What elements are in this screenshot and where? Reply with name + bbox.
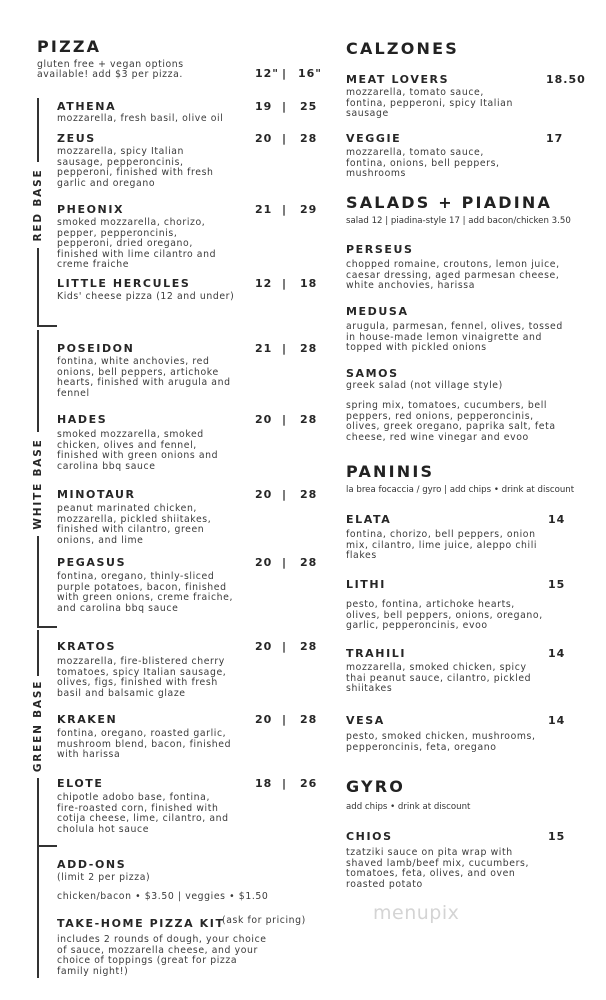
price-16: 26: [300, 777, 318, 790]
price-16: 18: [300, 277, 318, 290]
price-12: 20: [255, 640, 273, 653]
price-separator: |: [282, 203, 287, 216]
desc-line: fontina, pepperoni, spicy Italian: [346, 97, 513, 109]
pizza-description: [57, 218, 216, 271]
pizza-description: [57, 292, 234, 303]
price-16: 28: [300, 713, 318, 726]
red-base-bracket-end: [37, 325, 57, 327]
desc-line: hearts, finished with arugula and: [57, 377, 231, 389]
green-base-label: GREEN BASE: [32, 679, 44, 773]
kit-note: (ask for pricing): [222, 915, 306, 926]
price-16: 25: [300, 100, 318, 113]
salads-item-name: SAMOS: [346, 367, 399, 380]
salads-subtitle: salad 12 | piadina-style 17 | add bacon/chicken 3.50: [346, 216, 571, 226]
desc-line: mozzarella, smoked chicken, spicy: [346, 662, 527, 673]
price-12: 18: [255, 777, 273, 790]
addons-limit: (limit 2 per pizza): [57, 872, 151, 883]
item-price: 14: [548, 513, 566, 526]
price-separator: |: [282, 342, 287, 355]
desc-line: tomatoes, feta, olives, and oven: [346, 868, 516, 880]
paninis-item-name: ELATA: [346, 513, 392, 526]
pizza-title: PIZZA: [37, 37, 102, 56]
pizza-description: [57, 657, 226, 699]
pizza-name: POSEIDON: [57, 342, 135, 355]
desc-line: pepperoni, dried oregano,: [57, 238, 193, 250]
desc-line: pepperoni, finished with fresh: [57, 167, 214, 179]
pizza-name: ATHENA: [57, 100, 117, 113]
salads-item-name: MEDUSA: [346, 305, 409, 318]
item-description: [346, 848, 529, 890]
desc-line: Kids' cheese pizza (12 and under): [57, 291, 235, 302]
price-12: 20: [255, 488, 273, 501]
size-separator: |: [282, 67, 287, 80]
price-12: 20: [255, 713, 273, 726]
desc-line: fontina, oregano, roasted garlic,: [57, 728, 227, 739]
desc-line: mozzarella, tomato sauce,: [346, 147, 484, 158]
desc-line: finished with cilantro, green: [57, 524, 205, 536]
green-base-bracket-end: [37, 845, 57, 847]
desc-line: purple potatoes, bacon, finished: [57, 581, 227, 593]
desc-line: olives, bell peppers, onions, oregano,: [346, 609, 543, 621]
pizza-description: [57, 430, 218, 472]
addons-prices: chicken/bacon • $3.50 | veggies • $1.50: [57, 891, 269, 902]
desc-line: arugula, parmesan, fennel, olives, tossed: [346, 321, 563, 332]
calzones-item-name: VEGGIE: [346, 132, 402, 145]
size-small-label: 12": [255, 67, 280, 80]
price-12: 21: [255, 342, 273, 355]
desc-line: chopped romaine, croutons, lemon juice,: [346, 259, 560, 270]
pizza-name: PEGASUS: [57, 556, 127, 569]
green-base-bracket-bottom: [37, 778, 39, 978]
item-price: 18.50: [546, 73, 586, 86]
pizza-name: ELOTE: [57, 777, 104, 790]
price-12: 20: [255, 556, 273, 569]
desc-line: mozzarella, tomato sauce,: [346, 87, 484, 98]
price-16: 28: [300, 556, 318, 569]
desc-line: mushrooms: [346, 168, 406, 180]
pizza-description: [57, 572, 233, 614]
desc-line: with harissa: [57, 749, 121, 761]
price-16: 28: [300, 488, 318, 501]
price-separator: |: [282, 640, 287, 653]
item-description: [346, 322, 563, 354]
price-16: 28: [300, 132, 318, 145]
price-separator: |: [282, 413, 287, 426]
desc-line: tomatoes, spicy Italian sausage,: [57, 666, 227, 678]
salads-item-name: PERSEUS: [346, 243, 414, 256]
desc-line: peppers, red onions, pepperoncinis,: [346, 410, 534, 422]
desc-line: choice of toppings (great for pizza: [57, 955, 238, 967]
desc-line: shaved lamb/beef mix, cucumbers,: [346, 857, 530, 869]
desc-line: family night!): [57, 965, 129, 977]
desc-line: cheese, red wine vinegar and evoo: [346, 431, 529, 443]
green-base-bracket-top: [37, 630, 39, 676]
price-12: 20: [255, 413, 273, 426]
item-price: 17: [546, 132, 564, 145]
paninis-item-name: LITHI: [346, 578, 386, 591]
desc-line: creme fraiche: [57, 259, 130, 271]
desc-line: includes 2 rounds of dough, your choice: [57, 934, 267, 945]
desc-line: pepper, pepperoncinis,: [57, 227, 178, 239]
desc-line: flakes: [346, 550, 377, 562]
desc-line: with green onions, creme fraiche,: [57, 592, 234, 604]
price-separator: |: [282, 488, 287, 501]
gyro-subtitle: add chips • drink at discount: [346, 802, 471, 812]
paninis-title: PANINIS: [346, 462, 435, 481]
item-price: 15: [548, 830, 566, 843]
price-separator: |: [282, 713, 287, 726]
desc-line: sausage: [346, 108, 389, 120]
price-separator: |: [282, 556, 287, 569]
pizza-description: [57, 357, 231, 399]
desc-line: fontina, oregano, thinly-sliced: [57, 571, 215, 582]
kit-description: [57, 935, 267, 977]
desc-line: mozzarella, fire-blistered cherry: [57, 656, 225, 667]
samos-note: greek salad (not village style): [346, 380, 503, 391]
size-large-label: 16": [298, 67, 323, 80]
paninis-item-name: VESA: [346, 714, 385, 727]
pizza-name: KRAKEN: [57, 713, 118, 726]
desc-line: white anchovies, harissa: [346, 280, 476, 292]
item-description: [346, 530, 537, 562]
white-base-label: WHITE BASE: [32, 438, 44, 530]
price-12: 20: [255, 132, 273, 145]
desc-line: in house-made lemon vinaigrette and: [346, 331, 542, 343]
pizza-description: [57, 729, 231, 761]
pizza-description: [57, 504, 211, 546]
desc-line: mushroom blend, bacon, finished: [57, 738, 232, 750]
item-description: [346, 401, 556, 443]
desc-line: smoked mozzarella, smoked: [57, 429, 204, 440]
desc-line: spring mix, tomatoes, cucumbers, bell: [346, 400, 548, 411]
white-base-bracket-end: [37, 626, 57, 628]
red-base-label: RED BASE: [32, 168, 44, 242]
pizza-name: PHEONIX: [57, 203, 125, 216]
desc-line: mozzarella, pickled shiitakes,: [57, 513, 212, 525]
item-description: [346, 260, 560, 292]
desc-line: caesar dressing, aged parmesan cheese,: [346, 269, 560, 281]
desc-line: olives, figs, finished with fresh: [57, 677, 218, 689]
item-price: 14: [548, 647, 566, 660]
desc-line: chipotle adobo base, fontina,: [57, 792, 211, 803]
desc-line: finished with green onions and: [57, 450, 219, 462]
item-description: [346, 148, 500, 180]
pizza-name: LITTLE HERCULES: [57, 277, 191, 290]
price-16: 29: [300, 203, 318, 216]
paninis-item-name: TRAHILI: [346, 647, 407, 660]
pizza-description: [57, 793, 229, 835]
price-16: 28: [300, 640, 318, 653]
pizza-name: MINOTAUR: [57, 488, 136, 501]
desc-line: fontina, chorizo, bell peppers, onion: [346, 529, 536, 540]
desc-line: onions, and lime: [57, 534, 144, 546]
desc-line: pesto, smoked chicken, mushrooms,: [346, 731, 536, 742]
desc-line: peanut marinated chicken,: [57, 503, 197, 514]
calzones-item-name: MEAT LOVERS: [346, 73, 450, 86]
red-base-bracket-bottom: [37, 248, 39, 326]
desc-line: basil and balsamic glaze: [57, 687, 186, 699]
desc-line: mozzarella, fresh basil, olive oil: [57, 113, 224, 124]
desc-line: cotija cheese, lime, cilantro, and: [57, 813, 229, 825]
desc-line: fire-roasted corn, finished with: [57, 802, 219, 814]
price-separator: |: [282, 100, 287, 113]
desc-line: mix, cilantro, lime juice, aleppo chili: [346, 539, 538, 551]
item-price: 15: [548, 578, 566, 591]
price-separator: |: [282, 132, 287, 145]
price-16: 28: [300, 413, 318, 426]
desc-line: mozzarella, spicy Italian: [57, 146, 185, 157]
watermark-logo: menupix: [373, 902, 460, 924]
desc-line: garlic, pepperoncinis, evoo: [346, 620, 488, 632]
pizza-name: ZEUS: [57, 132, 96, 145]
gyro-title: GYRO: [346, 777, 406, 796]
pizza-note-1: gluten free + vegan options: [37, 59, 184, 70]
desc-line: topped with pickled onions: [346, 342, 487, 354]
white-base-bracket-top: [37, 330, 39, 432]
desc-line: onions, bell peppers, artichoke: [57, 366, 219, 378]
gyro-item-name: CHIOS: [346, 830, 393, 843]
desc-line: sausage, pepperoncinis,: [57, 156, 184, 168]
paninis-subtitle: la brea focaccia / gyro | add chips • drink at discount: [346, 485, 575, 495]
pizza-name: HADES: [57, 413, 108, 426]
price-separator: |: [282, 277, 287, 290]
item-description: [346, 663, 531, 695]
salads-title: SALADS + PIADINA: [346, 193, 553, 212]
addons-title: ADD-ONS: [57, 858, 127, 871]
item-description: [346, 88, 513, 120]
item-price: 14: [548, 714, 566, 727]
desc-line: fennel: [57, 387, 90, 399]
item-description: [346, 600, 543, 632]
desc-line: olives, greek oregano, paprika salt, feta: [346, 421, 556, 433]
desc-line: of sauce, mozzarella cheese, and your: [57, 944, 258, 956]
price-12: 19: [255, 100, 273, 113]
desc-line: finished with lime cilantro and: [57, 248, 217, 260]
white-base-bracket-bottom: [37, 536, 39, 627]
red-base-bracket-top: [37, 98, 39, 162]
price-16: 28: [300, 342, 318, 355]
desc-line: smoked mozzarella, chorizo,: [57, 217, 206, 228]
pizza-description: [57, 114, 223, 125]
desc-line: tzatziki sauce on pita wrap with: [346, 847, 513, 858]
desc-line: chicken, olives and fennel,: [57, 439, 197, 451]
desc-line: thai peanut sauce, cilantro, pickled: [346, 672, 532, 684]
pizza-description: [57, 147, 214, 189]
kit-title: TAKE-HOME PIZZA KIT: [57, 917, 225, 930]
item-description: [346, 732, 536, 753]
price-separator: |: [282, 777, 287, 790]
desc-line: and carolina bbq sauce: [57, 602, 179, 614]
price-12: 21: [255, 203, 273, 216]
price-12: 12: [255, 277, 273, 290]
desc-line: pepperoncinis, feta, oregano: [346, 741, 497, 753]
pizza-note-2: available! add $3 per pizza.: [37, 69, 183, 80]
desc-line: roasted potato: [346, 878, 423, 890]
desc-line: fontina, onions, bell peppers,: [346, 157, 500, 169]
calzones-title: CALZONES: [346, 39, 459, 58]
pizza-name: KRATOS: [57, 640, 117, 653]
desc-line: fontina, white anchovies, red: [57, 356, 210, 367]
desc-line: cholula hot sauce: [57, 823, 150, 835]
desc-line: pesto, fontina, artichoke hearts,: [346, 599, 515, 610]
desc-line: shiitakes: [346, 683, 393, 695]
desc-line: carolina bbq sauce: [57, 460, 156, 472]
desc-line: garlic and oregano: [57, 177, 156, 189]
